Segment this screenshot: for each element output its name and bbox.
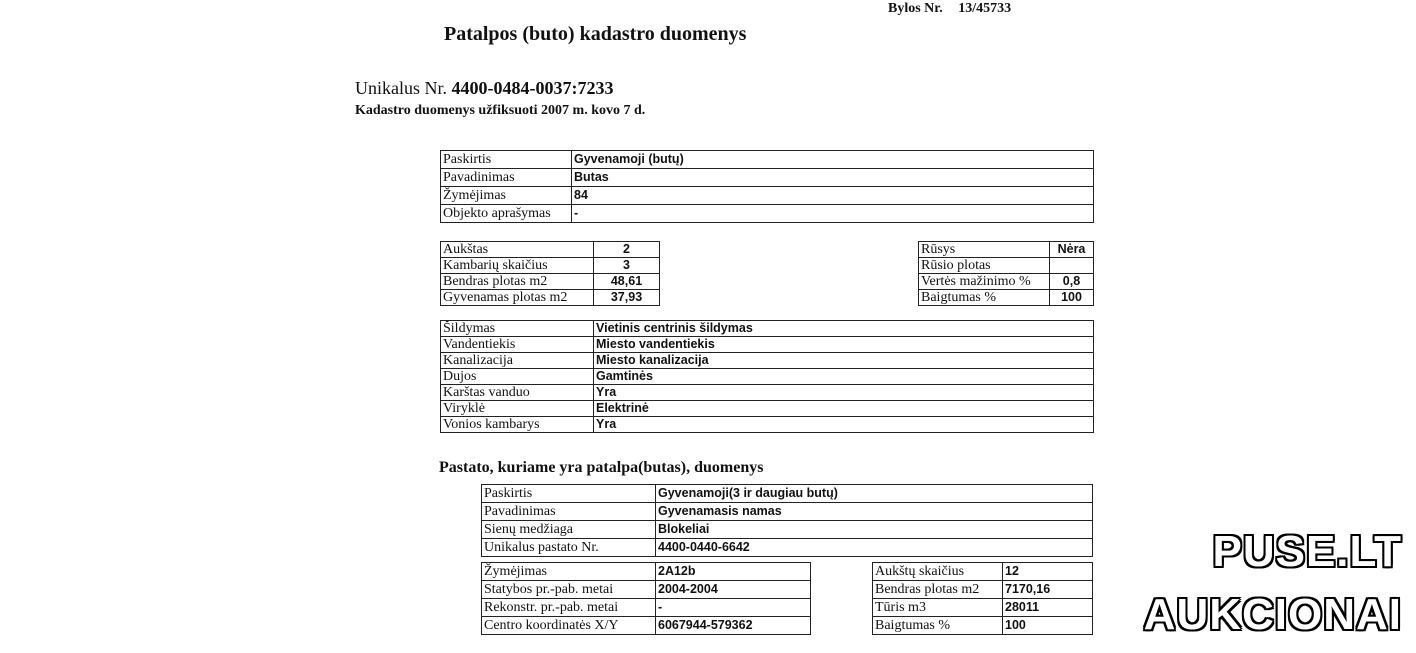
- building-stats-table: [872, 562, 1093, 635]
- row-value: 100: [1003, 617, 1093, 635]
- row-label: Paskirtis: [482, 485, 656, 503]
- table-row: [441, 151, 1094, 169]
- watermark-line-2: AUKCIONAI: [1143, 590, 1402, 639]
- building-details-table: [481, 562, 811, 635]
- row-value: 28011: [1003, 599, 1093, 617]
- table-row: [482, 503, 1093, 521]
- row-value: Miesto kanalizacija: [594, 353, 1094, 369]
- row-label: Centro koordinatės X/Y: [482, 617, 656, 635]
- row-label: Gyvenamas plotas m2: [441, 290, 594, 306]
- row-label: Kambarių skaičius: [441, 258, 594, 274]
- row-value: 3: [594, 258, 660, 274]
- table-row: [441, 169, 1094, 187]
- row-value: Butas: [572, 169, 1094, 187]
- row-value: [1050, 258, 1094, 274]
- row-label: Karštas vanduo: [441, 385, 594, 401]
- row-label: Rūsio plotas: [919, 258, 1050, 274]
- table-row: [873, 581, 1093, 599]
- table-row: [873, 563, 1093, 581]
- row-label: Pavadinimas: [441, 169, 572, 187]
- row-label: Aukštų skaičius: [873, 563, 1003, 581]
- table-row: [873, 599, 1093, 617]
- row-value: Gyvenamasis namas: [656, 503, 1093, 521]
- row-label: Baigtumas %: [873, 617, 1003, 635]
- table-row: [919, 290, 1094, 306]
- row-label: Baigtumas %: [919, 290, 1050, 306]
- table-row: [441, 290, 660, 306]
- row-value: 12: [1003, 563, 1093, 581]
- row-label: Aukštas: [441, 242, 594, 258]
- table-row: [441, 369, 1094, 385]
- unique-number-line: [355, 78, 613, 99]
- table-row: [441, 242, 660, 258]
- document-title: Patalpos (buto) kadastro duomenys: [444, 23, 747, 45]
- row-value: 7170,16: [1003, 581, 1093, 599]
- table-row: [441, 353, 1094, 369]
- row-value: Miesto vandentiekis: [594, 337, 1094, 353]
- case-label: Bylos Nr.: [888, 1, 943, 16]
- table-row: [441, 205, 1094, 223]
- row-value: 37,93: [594, 290, 660, 306]
- row-value: Gyvenamoji(3 ir daugiau butų): [656, 485, 1093, 503]
- table-row: [919, 242, 1094, 258]
- table-row: [919, 258, 1094, 274]
- table-row: [441, 274, 660, 290]
- case-number: 13/45733: [958, 1, 1012, 16]
- watermark-line-1: PUSE.LT: [1212, 527, 1402, 576]
- unique-label: Unikalus Nr.: [355, 78, 447, 98]
- row-value: 0,8: [1050, 274, 1094, 290]
- row-label: Žymėjimas: [482, 563, 656, 581]
- row-label: Rūsys: [919, 242, 1050, 258]
- row-label: Tūris m3: [873, 599, 1003, 617]
- table-row: [441, 321, 1094, 337]
- row-value: 48,61: [594, 274, 660, 290]
- row-label: Statybos pr.-pab. metai: [482, 581, 656, 599]
- table-row: [441, 385, 1094, 401]
- table-row: [482, 563, 811, 581]
- row-label: Pavadinimas: [482, 503, 656, 521]
- table-row: [441, 258, 660, 274]
- row-label: Kanalizacija: [441, 353, 594, 369]
- row-value: Yra: [594, 417, 1094, 433]
- table-row: [482, 521, 1093, 539]
- row-label: Vertės mažinimo %: [919, 274, 1050, 290]
- row-label: Rekonstr. pr.-pab. metai: [482, 599, 656, 617]
- table-row: [441, 401, 1094, 417]
- cadastre-fixed-date: Kadastro duomenys užfiksuoti 2007 m. kovo 7 d.: [355, 103, 646, 118]
- row-label: Bendras plotas m2: [873, 581, 1003, 599]
- row-value: 4400-0440-6642: [656, 539, 1093, 557]
- building-general-table: [481, 484, 1093, 557]
- row-label: Žymėjimas: [441, 187, 572, 205]
- row-value: Elektrinė: [594, 401, 1094, 417]
- table-row: [482, 581, 811, 599]
- table-row: [441, 417, 1094, 433]
- row-value: 2A12b: [656, 563, 811, 581]
- table-row: [482, 485, 1093, 503]
- row-label: Vonios kambarys: [441, 417, 594, 433]
- building-section-heading: Pastato, kuriame yra patalpa(butas), duomenys: [439, 459, 764, 476]
- row-value: 84: [572, 187, 1094, 205]
- row-value: Yra: [594, 385, 1094, 401]
- row-label: Dujos: [441, 369, 594, 385]
- table-row: [919, 274, 1094, 290]
- row-label: Unikalus pastato Nr.: [482, 539, 656, 557]
- row-value: Vietinis centrinis šildymas: [594, 321, 1094, 337]
- row-label: Sienų medžiaga: [482, 521, 656, 539]
- basement-table: [918, 241, 1094, 306]
- table-row: [873, 617, 1093, 635]
- unique-number: 4400-0484-0037:7233: [451, 78, 614, 98]
- table-row: [441, 187, 1094, 205]
- row-value: 2: [594, 242, 660, 258]
- row-label: Šildymas: [441, 321, 594, 337]
- table-row: [441, 337, 1094, 353]
- row-value: Gamtinės: [594, 369, 1094, 385]
- row-value: 6067944-579362: [656, 617, 811, 635]
- utilities-table: [440, 320, 1094, 433]
- case-number-line: [888, 1, 1011, 17]
- row-label: Paskirtis: [441, 151, 572, 169]
- row-label: Vandentiekis: [441, 337, 594, 353]
- row-value: 2004-2004: [656, 581, 811, 599]
- row-value: 100: [1050, 290, 1094, 306]
- row-value: -: [656, 599, 811, 617]
- row-value: Blokeliai: [656, 521, 1093, 539]
- row-value: Nėra: [1050, 242, 1094, 258]
- row-label: Objekto aprašymas: [441, 205, 572, 223]
- table-row: [482, 599, 811, 617]
- row-label: Viryklė: [441, 401, 594, 417]
- premises-measures-table: [440, 241, 660, 306]
- table-row: [482, 539, 1093, 557]
- row-value: Gyvenamoji (butų): [572, 151, 1094, 169]
- table-row: [482, 617, 811, 635]
- row-value: -: [572, 205, 1094, 223]
- premises-general-table: [440, 150, 1094, 223]
- row-label: Bendras plotas m2: [441, 274, 594, 290]
